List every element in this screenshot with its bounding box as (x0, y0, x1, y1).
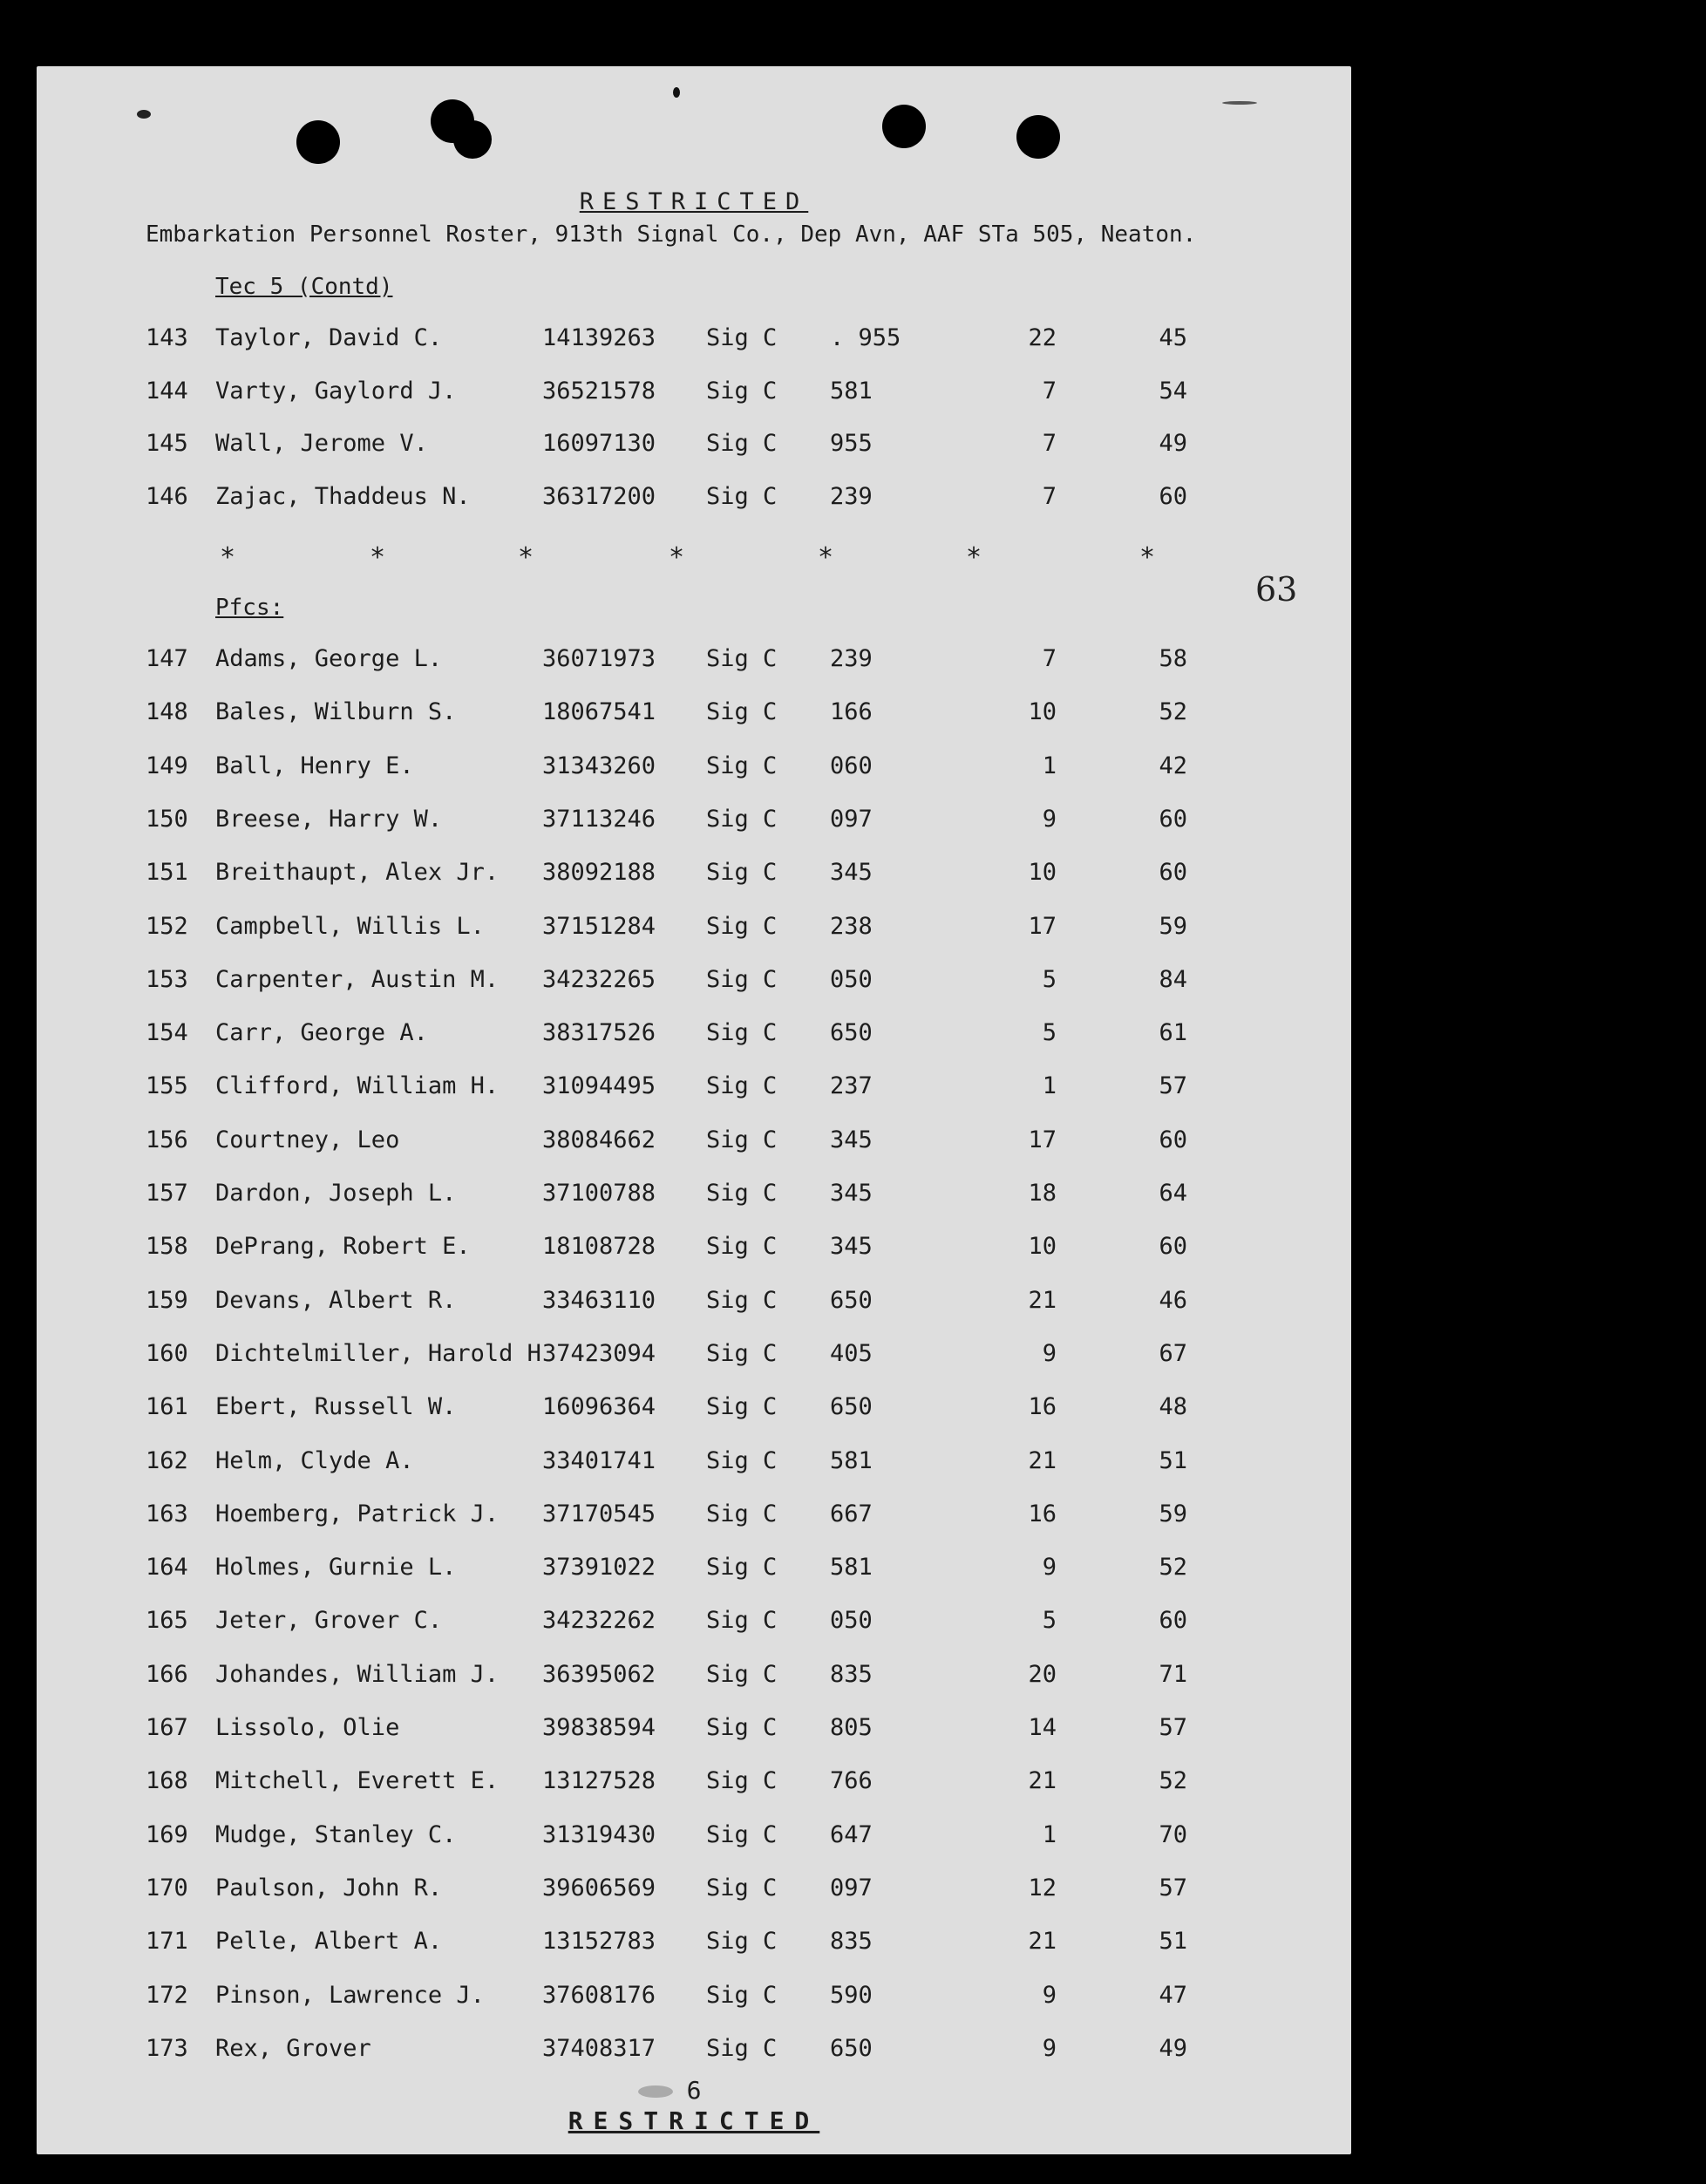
table-row (37, 1500, 1351, 1535)
row-serial-number: 37170545 (542, 1500, 656, 1527)
row-value-b: 46 (1159, 1286, 1187, 1314)
row-value-b: 60 (1159, 859, 1187, 887)
row-value-a: 9 (1042, 1554, 1057, 1582)
row-name: Dardon, Joseph L. (215, 1180, 457, 1207)
row-branch: Sig C (706, 1928, 778, 1956)
row-value-a: 20 (1028, 1660, 1057, 1688)
row-serial-number: 31319430 (542, 1820, 656, 1848)
row-value-a: 7 (1042, 645, 1057, 672)
row-serial-number: 36071973 (542, 645, 656, 672)
row-value-b: 51 (1159, 1928, 1187, 1956)
row-value-b: 52 (1159, 698, 1187, 726)
table-row (37, 1554, 1351, 1589)
row-branch: Sig C (706, 645, 778, 672)
row-name: Adams, George L. (215, 645, 443, 672)
separator-star: * (370, 542, 386, 573)
row-number: 168 (146, 1767, 188, 1795)
row-number: 158 (146, 1233, 188, 1261)
row-name: Zajac, Thaddeus N. (215, 482, 471, 510)
row-mos-code: 667 (830, 1500, 873, 1527)
row-number: 155 (146, 1072, 188, 1100)
row-value-b: 59 (1159, 1500, 1187, 1527)
row-serial-number: 18108728 (542, 1233, 656, 1261)
table-row (37, 1767, 1351, 1802)
row-name: Carpenter, Austin M. (215, 965, 500, 993)
table-row (37, 1661, 1351, 1696)
row-serial-number: 37113246 (542, 805, 656, 833)
row-number: 167 (146, 1714, 188, 1741)
table-row (37, 1928, 1351, 1963)
separator-star: * (220, 542, 236, 573)
table-row (37, 1607, 1351, 1642)
row-number: 144 (146, 377, 188, 405)
row-serial-number: 34232265 (542, 965, 656, 993)
row-value-b: 60 (1159, 1233, 1187, 1261)
row-value-a: 1 (1042, 752, 1057, 779)
row-mos-code: 097 (830, 805, 873, 833)
row-value-b: 47 (1159, 1981, 1187, 2009)
row-value-b: 57 (1159, 1072, 1187, 1100)
row-name: Jeter, Grover C. (215, 1607, 443, 1635)
row-mos-code: 238 (830, 912, 873, 940)
table-row (37, 806, 1351, 840)
row-serial-number: 31094495 (542, 1072, 656, 1100)
row-branch: Sig C (706, 1767, 778, 1795)
row-number: 172 (146, 1981, 188, 2009)
row-mos-code: 647 (830, 1820, 873, 1848)
row-serial-number: 16097130 (542, 430, 656, 457)
row-name: Bales, Wilburn S. (215, 698, 457, 726)
document-page (37, 66, 1351, 2154)
row-branch: Sig C (706, 1500, 778, 1527)
row-number: 143 (146, 324, 188, 351)
row-mos-code: 405 (830, 1339, 873, 1367)
row-mos-code: 650 (830, 1019, 873, 1047)
row-mos-code: 590 (830, 1981, 873, 2009)
table-row (37, 483, 1351, 518)
row-name: Ball, Henry E. (215, 752, 414, 779)
row-name: Hoemberg, Patrick J. (215, 1500, 500, 1527)
table-row (37, 1982, 1351, 2017)
row-branch: Sig C (706, 1714, 778, 1741)
row-number: 166 (146, 1660, 188, 1688)
row-number: 170 (146, 1874, 188, 1902)
row-name: Clifford, William H. (215, 1072, 500, 1100)
row-serial-number: 33401741 (542, 1446, 656, 1474)
table-row (37, 430, 1351, 465)
row-name: Dichtelmiller, Harold H (215, 1339, 541, 1367)
section-heading-pfcs: Pfcs: (215, 595, 284, 621)
row-value-b: 51 (1159, 1446, 1187, 1474)
row-value-b: 48 (1159, 1393, 1187, 1421)
row-value-b: 57 (1159, 1874, 1187, 1902)
table-row (37, 1180, 1351, 1214)
row-value-b: 52 (1159, 1767, 1187, 1795)
row-value-a: 18 (1028, 1180, 1057, 1207)
row-number: 145 (146, 430, 188, 457)
row-branch: Sig C (706, 1554, 778, 1582)
separator-star: * (518, 542, 534, 573)
row-value-b: 60 (1159, 482, 1187, 510)
row-value-a: 21 (1028, 1446, 1057, 1474)
separator-star: * (669, 542, 685, 573)
row-value-b: 58 (1159, 645, 1187, 672)
row-branch: Sig C (706, 324, 778, 351)
row-value-a: 10 (1028, 698, 1057, 726)
table-row (37, 324, 1351, 359)
table-row (37, 645, 1351, 680)
row-value-a: 16 (1028, 1500, 1057, 1527)
row-name: Paulson, John R. (215, 1874, 443, 1902)
row-mos-code: 345 (830, 859, 873, 887)
row-name: Breese, Harry W. (215, 805, 443, 833)
separator-star: * (818, 542, 834, 573)
row-value-b: 45 (1159, 324, 1187, 351)
row-branch: Sig C (706, 1820, 778, 1848)
row-number: 165 (146, 1607, 188, 1635)
row-name: Campbell, Willis L. (215, 912, 485, 940)
table-row (37, 378, 1351, 412)
table-row (37, 1447, 1351, 1482)
row-branch: Sig C (706, 1233, 778, 1261)
separator-row (37, 542, 1351, 577)
row-branch: Sig C (706, 965, 778, 993)
classification-header: RESTRICTED (579, 188, 809, 215)
row-name: Helm, Clyde A. (215, 1446, 414, 1474)
row-value-a: 7 (1042, 377, 1057, 405)
row-value-b: 60 (1159, 805, 1187, 833)
row-mos-code: 166 (830, 698, 873, 726)
row-branch: Sig C (706, 377, 778, 405)
row-mos-code: 650 (830, 2034, 873, 2062)
row-mos-code: . 955 (830, 324, 901, 351)
row-number: 164 (146, 1554, 188, 1582)
row-value-a: 5 (1042, 965, 1057, 993)
punch-hole (1016, 115, 1060, 159)
table-row (37, 2035, 1351, 2070)
row-number: 153 (146, 965, 188, 993)
row-branch: Sig C (706, 1072, 778, 1100)
row-number: 171 (146, 1928, 188, 1956)
row-value-a: 9 (1042, 1981, 1057, 2009)
row-value-a: 21 (1028, 1286, 1057, 1314)
row-value-a: 5 (1042, 1607, 1057, 1635)
row-value-a: 9 (1042, 2034, 1057, 2062)
table-row (37, 913, 1351, 948)
row-value-a: 1 (1042, 1072, 1057, 1100)
row-branch: Sig C (706, 1393, 778, 1421)
section-heading-tec5: Tec 5 (Contd) (215, 274, 393, 300)
row-branch: Sig C (706, 805, 778, 833)
table-row (37, 1072, 1351, 1107)
row-value-b: 70 (1159, 1820, 1187, 1848)
row-value-a: 5 (1042, 1019, 1057, 1047)
row-serial-number: 37423094 (542, 1339, 656, 1367)
margin-page-note: 63 (1255, 570, 1298, 609)
row-branch: Sig C (706, 482, 778, 510)
row-value-a: 12 (1028, 1874, 1057, 1902)
table-row (37, 1874, 1351, 1909)
row-number: 147 (146, 645, 188, 672)
row-branch: Sig C (706, 912, 778, 940)
row-value-a: 21 (1028, 1767, 1057, 1795)
table-row (37, 1821, 1351, 1856)
row-value-a: 7 (1042, 482, 1057, 510)
row-serial-number: 37408317 (542, 2034, 656, 2062)
row-name: Taylor, David C. (215, 324, 443, 351)
row-branch: Sig C (706, 1874, 778, 1902)
row-branch: Sig C (706, 1446, 778, 1474)
punch-hole (882, 105, 926, 148)
row-name: Pinson, Lawrence J. (215, 1981, 485, 2009)
row-number: 148 (146, 698, 188, 726)
row-serial-number: 39606569 (542, 1874, 656, 1902)
row-mos-code: 650 (830, 1286, 873, 1314)
row-name: Mitchell, Everett E. (215, 1767, 500, 1795)
row-number: 163 (146, 1500, 188, 1527)
row-serial-number: 37100788 (542, 1180, 656, 1207)
row-branch: Sig C (706, 2034, 778, 2062)
row-value-b: 59 (1159, 912, 1187, 940)
table-row (37, 1340, 1351, 1375)
row-value-b: 49 (1159, 2034, 1187, 2062)
table-row (37, 1126, 1351, 1161)
row-serial-number: 13127528 (542, 1767, 656, 1795)
row-branch: Sig C (706, 1607, 778, 1635)
separator-star: * (966, 542, 982, 573)
row-value-a: 22 (1028, 324, 1057, 351)
row-value-b: 60 (1159, 1126, 1187, 1153)
row-number: 151 (146, 859, 188, 887)
row-mos-code: 805 (830, 1714, 873, 1741)
row-mos-code: 766 (830, 1767, 873, 1795)
row-value-b: 71 (1159, 1660, 1187, 1688)
row-mos-code: 650 (830, 1393, 873, 1421)
row-mos-code: 581 (830, 1554, 873, 1582)
table-row (37, 1019, 1351, 1054)
row-branch: Sig C (706, 1660, 778, 1688)
table-row (37, 859, 1351, 894)
separator-star: * (1139, 542, 1156, 573)
row-serial-number: 38092188 (542, 859, 656, 887)
row-number: 152 (146, 912, 188, 940)
row-mos-code: 835 (830, 1928, 873, 1956)
row-value-b: 67 (1159, 1339, 1187, 1367)
row-mos-code: 239 (830, 645, 873, 672)
row-serial-number: 37391022 (542, 1554, 656, 1582)
row-number: 150 (146, 805, 188, 833)
row-value-b: 61 (1159, 1019, 1187, 1047)
row-value-a: 1 (1042, 1820, 1057, 1848)
row-mos-code: 060 (830, 752, 873, 779)
row-serial-number: 37608176 (542, 1981, 656, 2009)
row-value-a: 14 (1028, 1714, 1057, 1741)
row-number: 157 (146, 1180, 188, 1207)
table-row (37, 1393, 1351, 1428)
row-branch: Sig C (706, 1019, 778, 1047)
row-number: 156 (146, 1126, 188, 1153)
row-number: 162 (146, 1446, 188, 1474)
row-number: 161 (146, 1393, 188, 1421)
row-value-a: 17 (1028, 1126, 1057, 1153)
row-value-b: 57 (1159, 1714, 1187, 1741)
row-serial-number: 36521578 (542, 377, 656, 405)
row-value-a: 17 (1028, 912, 1057, 940)
row-mos-code: 835 (830, 1660, 873, 1688)
row-mos-code: 581 (830, 1446, 873, 1474)
row-number: 160 (146, 1339, 188, 1367)
row-serial-number: 31343260 (542, 752, 656, 779)
row-number: 159 (146, 1286, 188, 1314)
row-value-b: 64 (1159, 1180, 1187, 1207)
row-value-b: 60 (1159, 1607, 1187, 1635)
row-name: Holmes, Gurnie L. (215, 1554, 457, 1582)
row-number: 149 (146, 752, 188, 779)
row-name: Devans, Albert R. (215, 1286, 457, 1314)
row-name: DePrang, Robert E. (215, 1233, 471, 1261)
row-branch: Sig C (706, 1286, 778, 1314)
row-number: 154 (146, 1019, 188, 1047)
table-row (37, 1714, 1351, 1749)
row-value-b: 54 (1159, 377, 1187, 405)
row-mos-code: 239 (830, 482, 873, 510)
row-name: Rex, Grover (215, 2034, 371, 2062)
row-mos-code: 581 (830, 377, 873, 405)
row-value-a: 21 (1028, 1928, 1057, 1956)
classification-footer: RESTRICTED (568, 2106, 820, 2135)
row-serial-number: 39838594 (542, 1714, 656, 1741)
row-name: Pelle, Albert A. (215, 1928, 443, 1956)
row-value-b: 49 (1159, 430, 1187, 457)
row-mos-code: 345 (830, 1180, 873, 1207)
row-value-a: 10 (1028, 1233, 1057, 1261)
row-branch: Sig C (706, 1981, 778, 2009)
row-name: Varty, Gaylord J. (215, 377, 457, 405)
page-number: 6 (686, 2076, 702, 2105)
row-branch: Sig C (706, 698, 778, 726)
row-serial-number: 38317526 (542, 1019, 656, 1047)
row-value-b: 84 (1159, 965, 1187, 993)
row-mos-code: 955 (830, 430, 873, 457)
row-branch: Sig C (706, 1126, 778, 1153)
row-serial-number: 36317200 (542, 482, 656, 510)
table-row (37, 1287, 1351, 1322)
row-mos-code: 097 (830, 1874, 873, 1902)
row-serial-number: 37151284 (542, 912, 656, 940)
row-number: 146 (146, 482, 188, 510)
row-value-a: 10 (1028, 859, 1057, 887)
document-title: Embarkation Personnel Roster, 913th Signal Co., Dep Avn, AAF STa 505, Neaton. (146, 221, 1197, 248)
table-row (37, 698, 1351, 733)
row-value-b: 42 (1159, 752, 1187, 779)
row-branch: Sig C (706, 1339, 778, 1367)
table-row (37, 752, 1351, 787)
row-name: Breithaupt, Alex Jr. (215, 859, 500, 887)
row-number: 173 (146, 2034, 188, 2062)
row-value-a: 9 (1042, 1339, 1057, 1367)
row-mos-code: 050 (830, 1607, 873, 1635)
row-name: Wall, Jerome V. (215, 430, 428, 457)
row-name: Ebert, Russell W. (215, 1393, 457, 1421)
row-branch: Sig C (706, 430, 778, 457)
row-serial-number: 38084662 (542, 1126, 656, 1153)
row-value-a: 7 (1042, 430, 1057, 457)
punch-hole (453, 120, 492, 159)
row-name: Johandes, William J. (215, 1660, 500, 1688)
row-mos-code: 050 (830, 965, 873, 993)
row-serial-number: 18067541 (542, 698, 656, 726)
row-number: 169 (146, 1820, 188, 1848)
row-branch: Sig C (706, 859, 778, 887)
row-serial-number: 34232262 (542, 1607, 656, 1635)
row-name: Carr, George A. (215, 1019, 428, 1047)
row-value-a: 9 (1042, 805, 1057, 833)
row-name: Mudge, Stanley C. (215, 1820, 457, 1848)
table-row (37, 1233, 1351, 1268)
row-serial-number: 13152783 (542, 1928, 656, 1956)
row-serial-number: 33463110 (542, 1286, 656, 1314)
row-serial-number: 36395062 (542, 1660, 656, 1688)
row-value-a: 16 (1028, 1393, 1057, 1421)
row-name: Courtney, Leo (215, 1126, 400, 1153)
row-name: Lissolo, Olie (215, 1714, 400, 1741)
row-serial-number: 16096364 (542, 1393, 656, 1421)
row-mos-code: 345 (830, 1233, 873, 1261)
row-value-b: 52 (1159, 1554, 1187, 1582)
row-mos-code: 237 (830, 1072, 873, 1100)
row-serial-number: 14139263 (542, 324, 656, 351)
row-mos-code: 345 (830, 1126, 873, 1153)
row-branch: Sig C (706, 1180, 778, 1207)
table-row (37, 966, 1351, 1001)
row-branch: Sig C (706, 752, 778, 779)
punch-hole (296, 120, 340, 164)
